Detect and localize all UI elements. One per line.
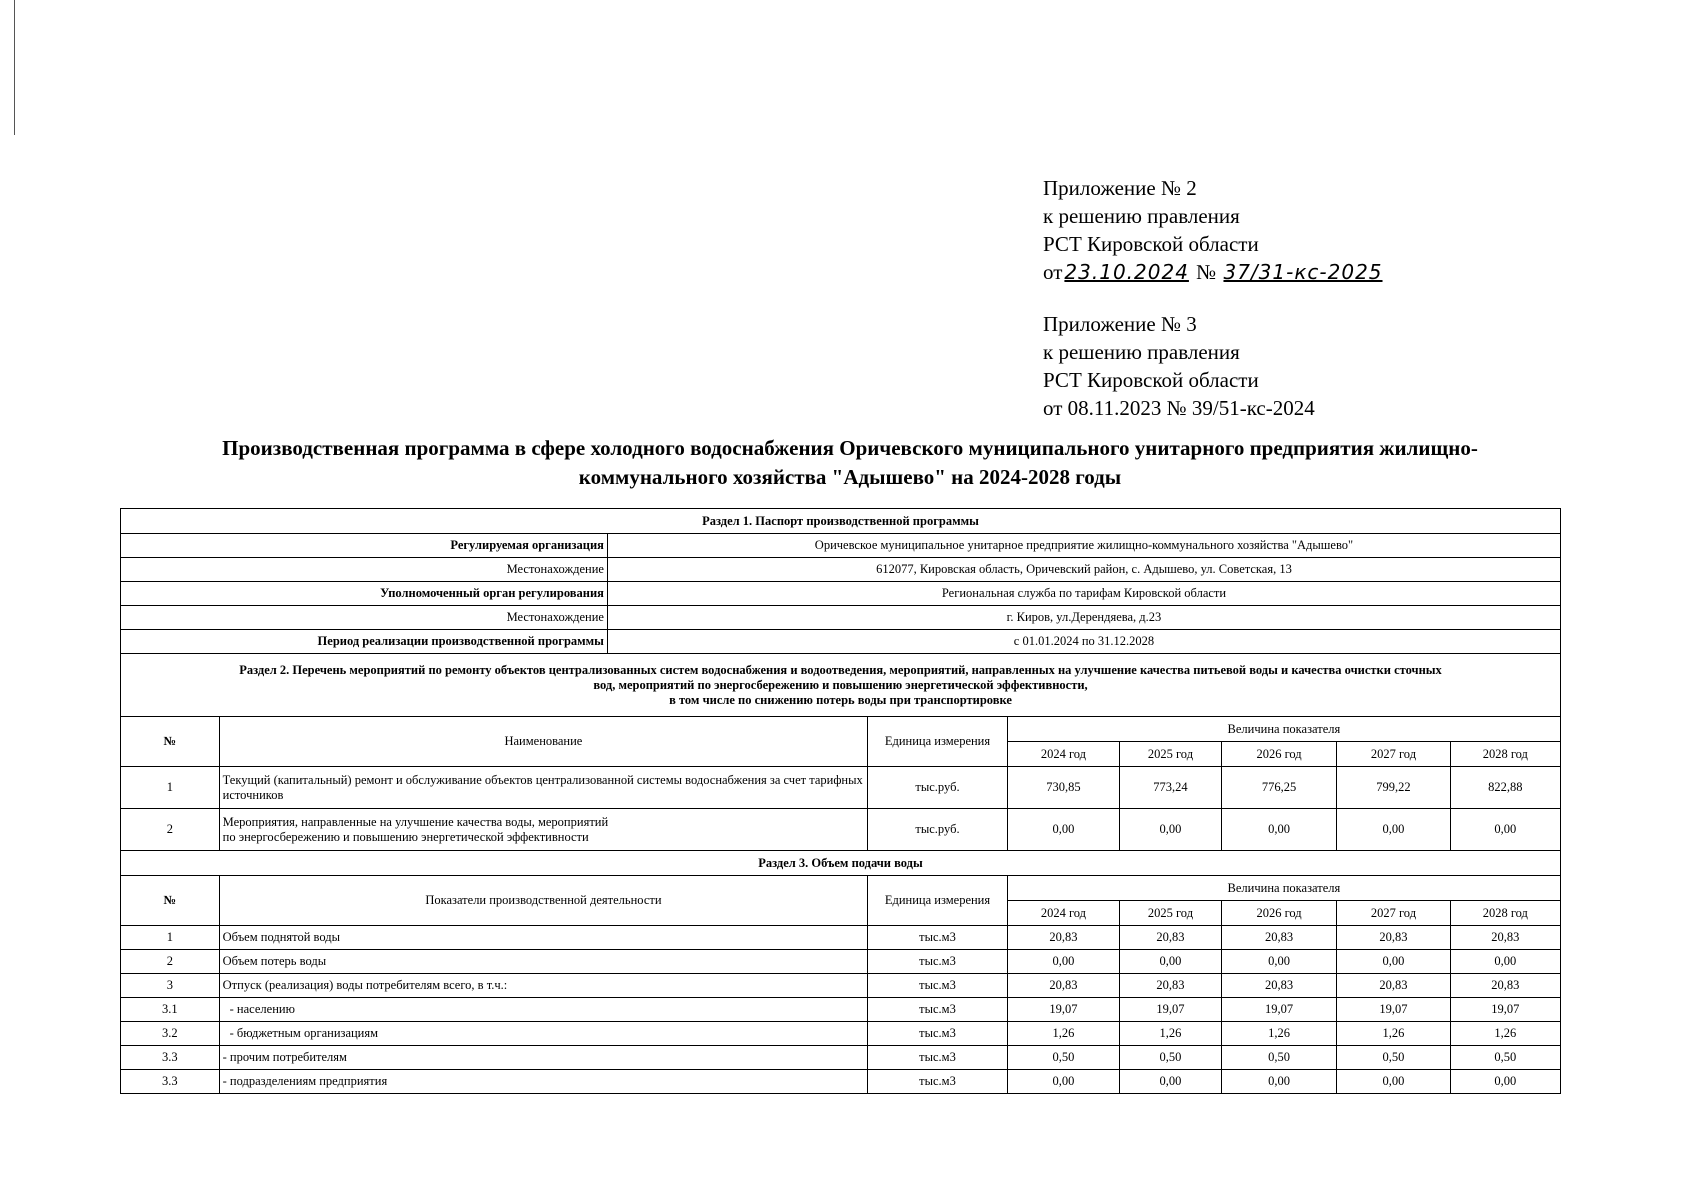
row-unit: тыс.руб.	[868, 767, 1008, 809]
row-value: 0,00	[1337, 809, 1450, 851]
row-value: 0,00	[1221, 809, 1336, 851]
section2-year-header: 2026 год	[1221, 742, 1336, 767]
section1-value: Региональная служба по тарифам Кировской области	[607, 582, 1560, 606]
row-value: 20,83	[1007, 926, 1119, 950]
row-value: 0,00	[1007, 950, 1119, 974]
appendix-2-line4	[1043, 258, 1385, 286]
row-unit: тыс.м3	[868, 1022, 1008, 1046]
row-value: 19,07	[1120, 998, 1222, 1022]
row-unit: тыс.руб.	[868, 809, 1008, 851]
section3-col-num: №	[121, 876, 220, 926]
section2-col-name: Наименование	[219, 717, 868, 767]
row-value: 0,00	[1450, 950, 1560, 974]
row-value: 0,00	[1221, 950, 1336, 974]
row-value: 1,26	[1450, 1022, 1560, 1046]
appendix-2-from-label: от	[1043, 260, 1063, 284]
section2-title-line2: вод, мероприятий по энергосбережению и повышению энергетической эффективности,	[593, 677, 1088, 692]
row-num: 1	[121, 767, 220, 809]
row-value: 20,83	[1450, 926, 1560, 950]
row-num: 3.3	[121, 1070, 220, 1094]
section2-title-line3: в том числе по снижению потерь воды при транспортировке	[669, 692, 1012, 707]
row-name	[219, 809, 868, 851]
section3-year-header: 2028 год	[1450, 901, 1560, 926]
row-unit: тыс.м3	[868, 1046, 1008, 1070]
appendix-2-handwritten-number: 37/31-кс-2025	[1223, 260, 1383, 284]
table-row	[121, 767, 1561, 809]
row-value: 20,83	[1337, 926, 1450, 950]
row-value: 773,24	[1120, 767, 1222, 809]
row-name-line2: по энергосбережению и повышению энергетической эффективности	[222, 829, 589, 844]
section2-col-unit: Единица измерения	[868, 717, 1008, 767]
section1-value: 612077, Кировская область, Оричевский район, с. Адышево, ул. Советская, 13	[607, 558, 1560, 582]
row-value: 20,83	[1007, 974, 1119, 998]
section3-year-header: 2024 год	[1007, 901, 1119, 926]
section1-row	[121, 606, 1561, 630]
section1-label: Регулируемая организация	[121, 534, 608, 558]
table-row	[121, 1022, 1561, 1046]
section3-year-header: 2026 год	[1221, 901, 1336, 926]
row-value: 0,00	[1450, 1070, 1560, 1094]
appendix-3-line1: Приложение № 3	[1043, 312, 1197, 336]
row-value: 0,00	[1120, 950, 1222, 974]
row-value: 1,26	[1007, 1022, 1119, 1046]
table-row	[121, 974, 1561, 998]
row-unit: тыс.м3	[868, 974, 1008, 998]
section1-value: г. Киров, ул.Дерендяева, д.23	[607, 606, 1560, 630]
row-value: 799,22	[1337, 767, 1450, 809]
table-row	[121, 809, 1561, 851]
section2-year-header: 2027 год	[1337, 742, 1450, 767]
section2-year-header: 2024 год	[1007, 742, 1119, 767]
row-num: 3	[121, 974, 220, 998]
section1-row	[121, 534, 1561, 558]
row-value: 20,83	[1221, 974, 1336, 998]
row-unit: тыс.м3	[868, 926, 1008, 950]
row-value: 19,07	[1337, 998, 1450, 1022]
table-row	[121, 998, 1561, 1022]
table-row	[121, 926, 1561, 950]
row-value: 0,50	[1221, 1046, 1336, 1070]
row-value: 0,50	[1007, 1046, 1119, 1070]
row-value: 20,83	[1120, 974, 1222, 998]
row-value: 0,50	[1120, 1046, 1222, 1070]
section2-col-value: Величина показателя	[1007, 717, 1560, 742]
row-unit: тыс.м3	[868, 950, 1008, 974]
row-value: 1,26	[1337, 1022, 1450, 1046]
section1-title: Раздел 1. Паспорт производственной программы	[121, 509, 1561, 534]
row-value: 1,26	[1221, 1022, 1336, 1046]
row-value: 19,07	[1007, 998, 1119, 1022]
row-value: 20,83	[1221, 926, 1336, 950]
row-name: Объем поднятой воды	[219, 926, 868, 950]
appendix-2-line2: к решению правления	[1043, 204, 1240, 228]
appendix-2-line1: Приложение № 2	[1043, 176, 1197, 200]
row-value: 0,50	[1337, 1046, 1450, 1070]
appendix-3-line2: к решению правления	[1043, 340, 1240, 364]
row-value: 19,07	[1221, 998, 1336, 1022]
row-num: 2	[121, 950, 220, 974]
row-value: 0,00	[1337, 1070, 1450, 1094]
row-value: 0,00	[1007, 1070, 1119, 1094]
row-unit: тыс.м3	[868, 1070, 1008, 1094]
section3-col-value: Величина показателя	[1007, 876, 1560, 901]
row-name: - подразделениям предприятия	[219, 1070, 868, 1094]
row-value: 0,00	[1221, 1070, 1336, 1094]
table-row	[121, 950, 1561, 974]
section3-col-name: Показатели производственной деятельности	[219, 876, 868, 926]
appendix-2-handwritten-date: 23.10.2024	[1064, 260, 1189, 284]
table-row	[121, 1070, 1561, 1094]
section1-row	[121, 558, 1561, 582]
row-num: 2	[121, 809, 220, 851]
row-value: 20,83	[1337, 974, 1450, 998]
row-name: - прочим потребителям	[219, 1046, 868, 1070]
row-value: 0,00	[1120, 1070, 1222, 1094]
section1-value: с 01.01.2024 по 31.12.2028	[607, 630, 1560, 654]
row-value: 776,25	[1221, 767, 1336, 809]
section1-label: Местонахождение	[121, 558, 608, 582]
section2-col-num: №	[121, 717, 220, 767]
row-value: 822,88	[1450, 767, 1560, 809]
page-margin-line	[14, 0, 15, 135]
row-num: 3.1	[121, 998, 220, 1022]
row-name: Объем потерь воды	[219, 950, 868, 974]
section2-year-header: 2025 год	[1120, 742, 1222, 767]
table-row	[121, 1046, 1561, 1070]
row-num: 3.2	[121, 1022, 220, 1046]
section3-year-header: 2027 год	[1337, 901, 1450, 926]
row-value: 730,85	[1007, 767, 1119, 809]
row-value: 20,83	[1450, 974, 1560, 998]
row-value: 1,26	[1120, 1022, 1222, 1046]
section1-row	[121, 630, 1561, 654]
section3-year-header: 2025 год	[1120, 901, 1222, 926]
section3-col-unit: Единица измерения	[868, 876, 1008, 926]
row-num: 3.3	[121, 1046, 220, 1070]
row-name: - населению	[219, 998, 868, 1022]
appendix-2-block	[1043, 174, 1385, 286]
appendix-2-num-label: №	[1196, 260, 1217, 284]
row-value: 0,00	[1120, 809, 1222, 851]
row-value: 0,50	[1450, 1046, 1560, 1070]
section1-value: Оричевское муниципальное унитарное предприятие жилищно-коммунального хозяйства "Адышево"	[607, 534, 1560, 558]
row-name: - бюджетным организациям	[219, 1022, 868, 1046]
section3-title: Раздел 3. Объем подачи воды	[121, 851, 1561, 876]
row-value: 0,00	[1337, 950, 1450, 974]
appendix-3-line3: РСТ Кировской области	[1043, 368, 1259, 392]
row-num: 1	[121, 926, 220, 950]
section1-label: Местонахождение	[121, 606, 608, 630]
document-title	[100, 434, 1600, 492]
section1-label: Уполномоченный орган регулирования	[121, 582, 608, 606]
section2-title	[121, 654, 1561, 717]
section1-row	[121, 582, 1561, 606]
appendix-2-line3: РСТ Кировской области	[1043, 232, 1259, 256]
production-program-table	[120, 508, 1561, 1094]
row-value: 19,07	[1450, 998, 1560, 1022]
row-name-line1: Мероприятия, направленные на улучшение качества воды, мероприятий	[222, 814, 609, 829]
row-name: Отпуск (реализация) воды потребителям всего, в т.ч.:	[219, 974, 868, 998]
row-value: 0,00	[1007, 809, 1119, 851]
row-unit: тыс.м3	[868, 998, 1008, 1022]
section2-year-header: 2028 год	[1450, 742, 1560, 767]
section2-title-line1: Раздел 2. Перечень мероприятий по ремонту объектов централизованных систем водоснабжения и водоотведения, мероприятий, направленных на улучшение качества питьевой воды и качества очистки сточных	[239, 662, 1442, 677]
section1-label: Период реализации производственной программы	[121, 630, 608, 654]
document-title-line2: коммунального хозяйства "Адышево" на 2024-2028 годы	[578, 465, 1122, 489]
appendix-3-line4: от 08.11.2023 № 39/51-кс-2024	[1043, 396, 1315, 420]
row-value: 0,00	[1450, 809, 1560, 851]
document-title-line1: Производственная программа в сфере холодного водоснабжения Оричевского муниципального унитарного предприятия жилищно-	[222, 436, 1478, 460]
row-value: 20,83	[1120, 926, 1222, 950]
row-name: Текущий (капитальный) ремонт и обслуживание объектов централизованной системы водоснабжения за счет тарифных источников	[219, 767, 868, 809]
appendix-3-block	[1043, 310, 1315, 422]
